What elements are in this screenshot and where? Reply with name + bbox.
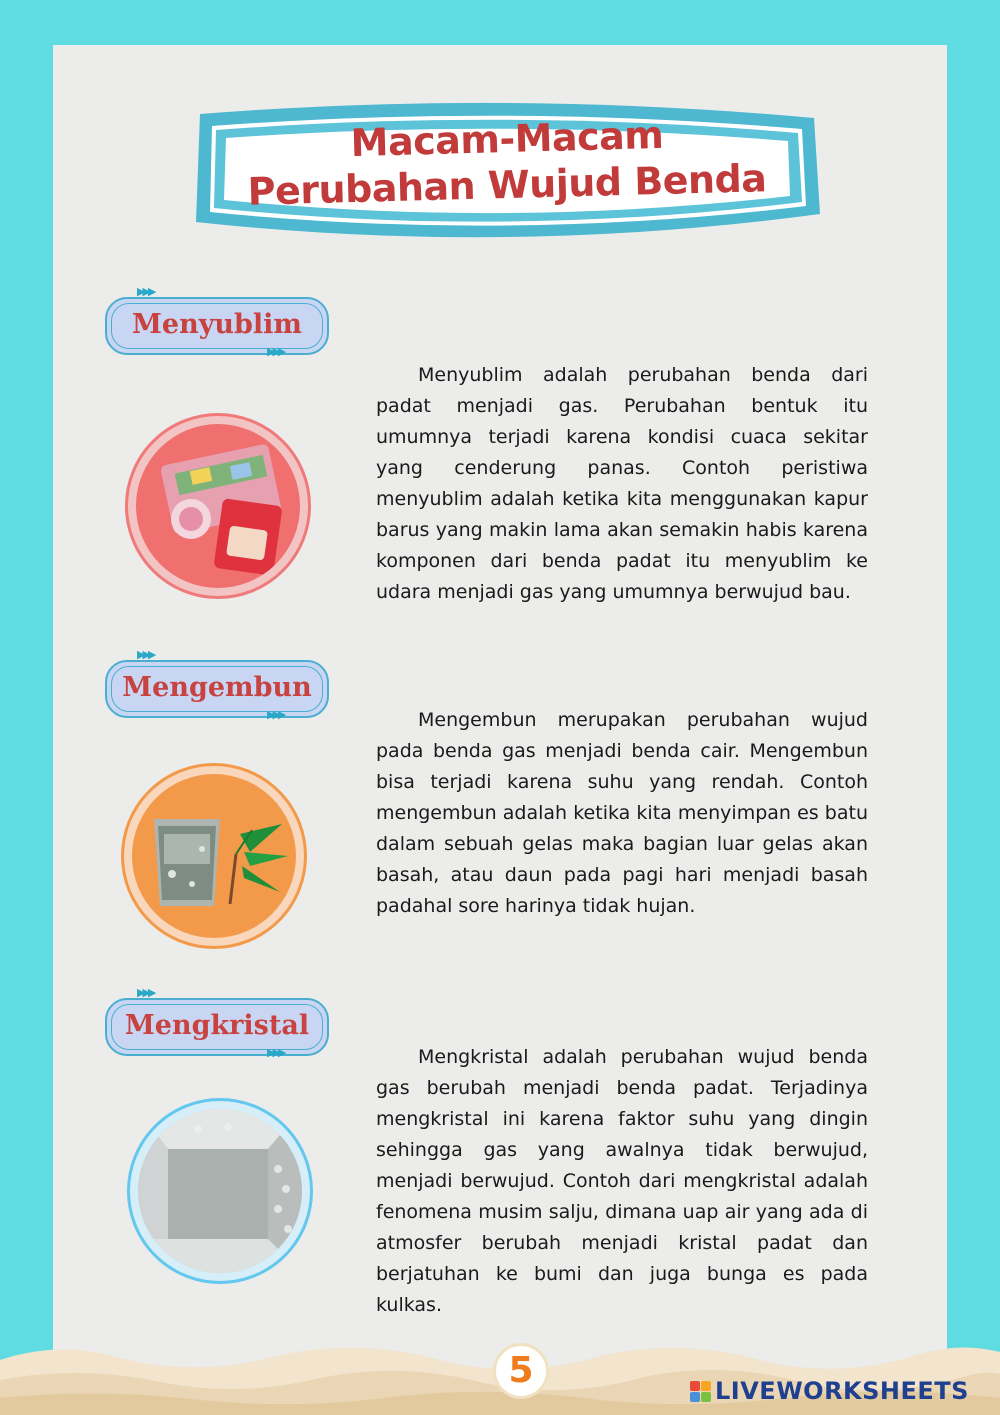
- watermark-text: LIVEWORKSHEETS: [715, 1377, 969, 1405]
- section-label-text: Mengkristal: [124, 1010, 310, 1041]
- page-title: [190, 112, 824, 214]
- arrows-icon: ▶▶▶: [267, 708, 284, 721]
- section-label-mengkristal: [105, 986, 329, 1059]
- arrows-icon: ▶▶▶: [137, 986, 154, 999]
- section-label-menyublim: [105, 285, 329, 358]
- arrows-icon: ▶▶▶: [137, 285, 154, 298]
- arrows-icon: ▶▶▶: [267, 345, 284, 358]
- section-label-text: Menyublim: [132, 309, 302, 340]
- mengkristal-image-frame: [127, 1098, 313, 1284]
- kapur-barus-photo: [136, 424, 300, 588]
- title-line-1: Macam-Macam: [350, 112, 664, 166]
- section-label-mengembun: [105, 648, 329, 721]
- glass-and-leaf-photo: [132, 774, 296, 938]
- frost-freezer-photo: [138, 1109, 302, 1273]
- title-banner: [190, 96, 824, 246]
- mengkristal-paragraph: Mengkristal adalah perubahan wujud benda gas berubah menjadi benda padat. Terjadinya mengkristal ini karena faktor suhu yang dingin sehingga gas yang awalnya tidak berwujud, menjadi berwujud. Contoh dari mengkristal adalah fenomena musim salju, dimana uap air yang ada di atmosfer berubah menjadi kristal padat dan berjatuhan ke bumi dan juga bunga es pada kulkas.: [376, 1046, 868, 1316]
- menyublim-paragraph: Menyublim adalah perubahan benda dari padat menjadi gas. Perubahan bentuk itu umumnya terjadi karena kondisi cuaca sekitar yang cenderung panas. Contoh peristiwa menyublim adalah ketika kita menggunakan kapur barus yang makin lama akan semakin habis karena komponen dari benda padat itu menyublim ke udara menjadi gas yang umumnya berwujud bau.: [376, 364, 868, 603]
- mengembun-image-frame: [121, 763, 307, 949]
- liveworksheets-watermark: [690, 1376, 969, 1406]
- page-number: 5: [493, 1343, 549, 1399]
- menyublim-image-frame: [125, 413, 311, 599]
- mengembun-paragraph: Mengembun merupakan perubahan wujud pada benda gas menjadi benda cair. Mengembun bisa terjadi karena suhu yang rendah. Contoh mengembun adalah ketika kita menyimpan es batu dalam sebuah gelas maka bagian luar gelas akan basah, atau daun pada pagi hari menjadi basah padahal sore harinya tidak hujan.: [376, 709, 868, 917]
- arrows-icon: ▶▶▶: [137, 648, 154, 661]
- title-line-2: Perubahan Wujud Benda: [247, 156, 767, 214]
- arrows-icon: ▶▶▶: [267, 1046, 284, 1059]
- liveworksheets-logo-icon: [690, 1381, 711, 1402]
- section-label-text: Mengembun: [122, 672, 312, 703]
